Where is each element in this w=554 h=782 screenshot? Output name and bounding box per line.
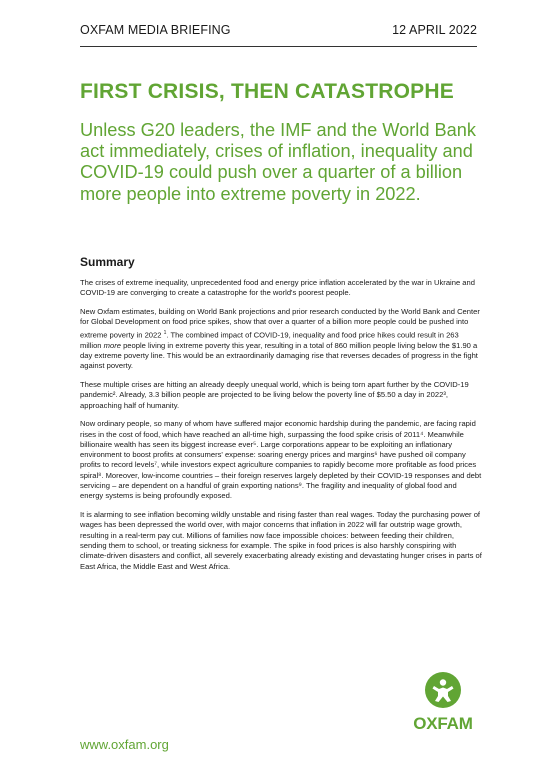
summary-paragraph-1: The crises of extreme inequality, unprecedented food and energy price inflation accelerated by the war in Ukraine and COVID-19 are converging to create a catastrophe for the world's poorest people. xyxy=(80,278,475,298)
oxfam-logo xyxy=(408,672,478,734)
summary-paragraph-2: New Oxfam estimates, building on World Bank projections and prior research conducted by the World Bank and Center for Global Development on food price spikes, show that over a quarter of a billion more people could be pushed into extreme poverty in 2022 $^1$. The combined impact of COVID-19, inequality and food price hikes could result in 263 million more people living in extreme poverty this year, resulting in a total of 860 million people living below the $1.90 a day extreme poverty line. This would be an extraordinarily damaging rise that reverses decades of progress in the fight against poverty. xyxy=(80,307,480,371)
page-title: FIRST CRISIS, THEN CATASTROPHE xyxy=(80,80,454,103)
document-header xyxy=(80,23,477,37)
summary-paragraph-5: It is alarming to see inflation becoming wildly unstable and rising faster than real wages. Today the purchasing power of wages has been depressed the world over, with major concerns that inflation in 2022 will far outstrip wage growth, resulting in a real-term pay cut. Millions of families now face impossible choices: between feeding their children, sending them to school, or treating sickness for example. The spike in food prices is also harshly conspiring with climate-driven disasters and conflict, all severely exacerbating already existing and devastating hunger crises in parts of East Africa, the Middle East and West Africa. xyxy=(80,510,482,571)
briefing-type-label: OXFAM MEDIA BRIEFING xyxy=(80,23,231,37)
footnote-ref: 1 xyxy=(163,329,167,336)
summary-body xyxy=(80,278,482,580)
header-divider xyxy=(80,46,477,47)
oxfam-figure-icon xyxy=(425,672,461,708)
summary-heading: Summary xyxy=(80,255,135,269)
oxfam-website-link[interactable]: www.oxfam.org xyxy=(80,737,169,752)
summary-paragraph-3: These multiple crises are hitting an already deeply unequal world, which is being torn apart further by the COVID-19 pandemic². Already, 3.3 billion people are projected to be living below the poverty line of $5.50 a day in 2022³, approaching half of humanity. xyxy=(80,379,469,410)
summary-paragraph-4: Now ordinary people, so many of whom have suffered major economic hardship during the pandemic, are facing rapid rises in the cost of food, which have reached an all-time high, surpassing the food spike crisis of 2011⁴. Meanwhile billionaire wealth has seen its biggest increase ever⁵. Large corporations appear to be exploiting an inflationary environment to boost profits at consumers' expense: soaring energy prices and margins⁶ have pushed oil company profits to record levels⁷, while investors expect agriculture companies to rapidly become more profitable as food prices spiral⁸. Moreover, low-income countries – their foreign reserves largely depleted by their COVID-19 responses and debt servicing – are dependent on a handful of grain exporting nations⁹. The fragility and inequality of global food and energy systems is being profoundly exposed. xyxy=(80,419,482,501)
page-subtitle: Unless G20 leaders, the IMF and the World Bank act immediately, crises of inflation, inequality and COVID-19 could push over a quarter of a billion more people into extreme poverty in 2022. xyxy=(80,120,476,204)
oxfam-wordmark: OXFAM xyxy=(413,714,473,733)
publication-date: 12 APRIL 2022 xyxy=(392,23,477,37)
